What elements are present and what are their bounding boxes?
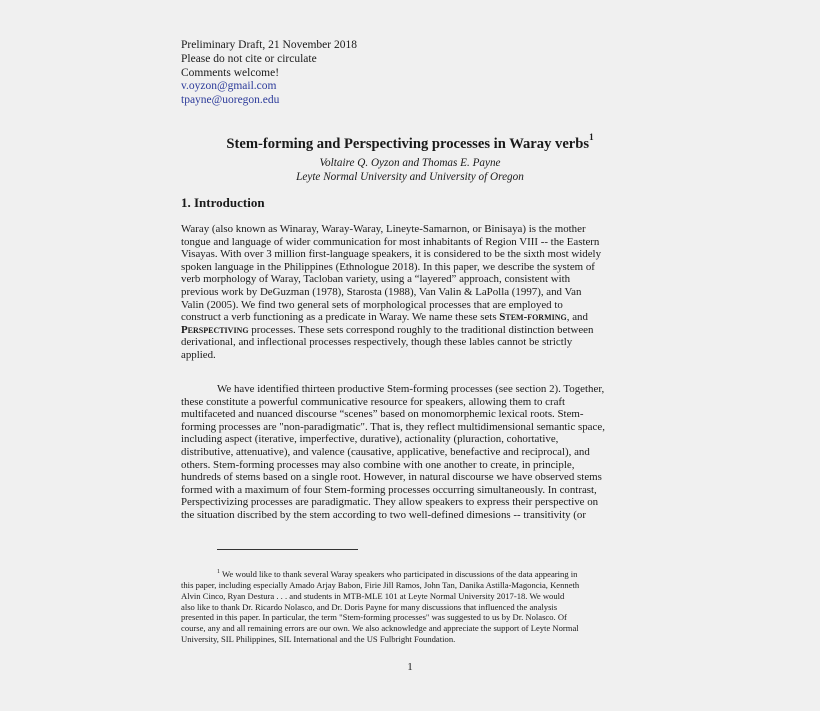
author-block [0, 156, 820, 184]
section-heading: 1. Introduction [181, 195, 265, 210]
page-number: 1 [407, 661, 413, 673]
text-line: Perspectivizing processes are paradigmatic. They allow speakers to express their perspective on [181, 496, 599, 509]
text-line: We have identified thirteen productive Stem-forming processes (see section 2). Together, [217, 383, 605, 395]
text-line: the situation discribed by the stem according to two well-defined dimesions -- transitivity (or [181, 508, 586, 521]
comments-notice: Comments welcome! [181, 66, 280, 79]
text-segment: We would like to thank several Waray speakers who participated in discussions of the data appearing in [220, 568, 578, 579]
author-names: Voltaire Q. Oyzon and Thomas E. Payne [319, 157, 501, 169]
author-affiliation: Leyte Normal University and University of Oregon [296, 171, 524, 183]
text-line: tongue and language of wider communication for most inhabitants of Region VIII -- the Eastern [181, 235, 600, 248]
footnote-line: course, any and all remaining errors are our own. We also acknowledge and appreciate the support of Leyte Normal [181, 623, 579, 634]
text-segment: , and [566, 311, 588, 324]
email-link-oyzon[interactable]: v.oyzon@gmail.com [181, 80, 277, 93]
text-line: these constitute a powerful communicative resource for speakers, allowing them to craft [181, 395, 566, 408]
text-line: multifaceted and nuanced discourse “scenes” based on monomorphemic lexical roots. Stem- [181, 408, 584, 421]
text-line: including aspect (iterative, imperfective, durative), actionality (pluraction, cohortative, [181, 433, 559, 446]
text-line: previous work by DeGuzman (1978), Starosta (1988), Van Valin & LaPolla (1997), and Van [181, 285, 582, 298]
draft-date: Preliminary Draft, 21 November 2018 [181, 39, 357, 51]
title-text: Stem-forming and Perspectiving processes in Waray verbs [226, 135, 590, 152]
footnote-mark: 1 [217, 569, 220, 575]
circulation-notice: Please do not cite or circulate [181, 52, 317, 65]
footnote-line [181, 567, 633, 580]
text-segment: processes. These sets correspond roughly to the traditional distinction between [248, 323, 594, 336]
text-line: distributive, attenuative), and valence (causative, applicative, benefactive and reciprocal), and [181, 445, 590, 458]
text-line: formed with a maximum of four Stem-forming processes occurring simultaneously. In contrast, [181, 483, 597, 496]
footnote-line: Alvin Cinco, Ryan Destura . . . and students in MTB-MLE 101 at Leyte Normal University 2017-18. We would [181, 590, 565, 601]
footnote-line: this paper, including especially Amado Arjay Babon, Firie Jill Ramos, John Tan, Danika Astilla-Magoncia, Kenneth [181, 579, 580, 590]
term-stem-forming: Stem-forming [499, 311, 567, 324]
text-line: applied. [181, 348, 216, 361]
paragraph-2 [181, 383, 633, 522]
text-line: verb morphology of Waray, Tacloban variety, using a “layered” approach, consistent with [181, 273, 571, 286]
text-line: Visayas. With over 3 million first-language speakers, it is considered to be the sixth most widely [181, 248, 602, 261]
paragraph-1 [181, 223, 633, 362]
footnote-line: presented in this paper. In particular, the term "Stem-forming processes" was suggested to us by Dr. Nolasco. Of [181, 612, 567, 623]
text-line: others. Stem-forming processes may also combine with one another to create, in principle, [181, 458, 575, 471]
text-segment: construct a verb functioning as a predicate in Waray. We name these sets [181, 311, 500, 324]
footnote-divider [217, 549, 358, 550]
text-line: Waray (also known as Winaray, Waray-Waray, Lineyte-Samarnon, or Binisaya) is the mother [181, 223, 586, 235]
term-perspectiving: Perspectiving [181, 323, 249, 336]
text-line [181, 311, 633, 324]
footnote-line: University, SIL Philippines, SIL International and the US Fulbright Foundation. [181, 634, 456, 645]
paper-title [0, 134, 820, 153]
footnote [181, 567, 633, 645]
text-line: derivational, and inflectional processes respectively, though these lables cannot be strictly [181, 336, 573, 349]
title-footnote-mark[interactable]: 1 [589, 132, 594, 142]
text-line: Valin (2005). We find two general sets of morphological processes that are employed to [181, 298, 563, 311]
email-link-payne[interactable]: tpayne@uoregon.edu [181, 94, 280, 107]
text-line: forming processes are "non-paradigmatic". That is, they reflect multidimensional semantic space, [181, 420, 605, 433]
footnote-line: also like to thank Dr. Ricardo Nolasco, and Dr. Doris Payne for many discussions that influenced the analysis [181, 601, 558, 612]
text-line: hundreds of stems based on a single root. However, in natural discourse we have observed stems [181, 471, 602, 484]
text-line: spoken language in the Philippines (Ethnologue 2018). In this paper, we describe the system of [181, 260, 595, 273]
text-line [181, 324, 633, 337]
draft-header [181, 39, 357, 108]
